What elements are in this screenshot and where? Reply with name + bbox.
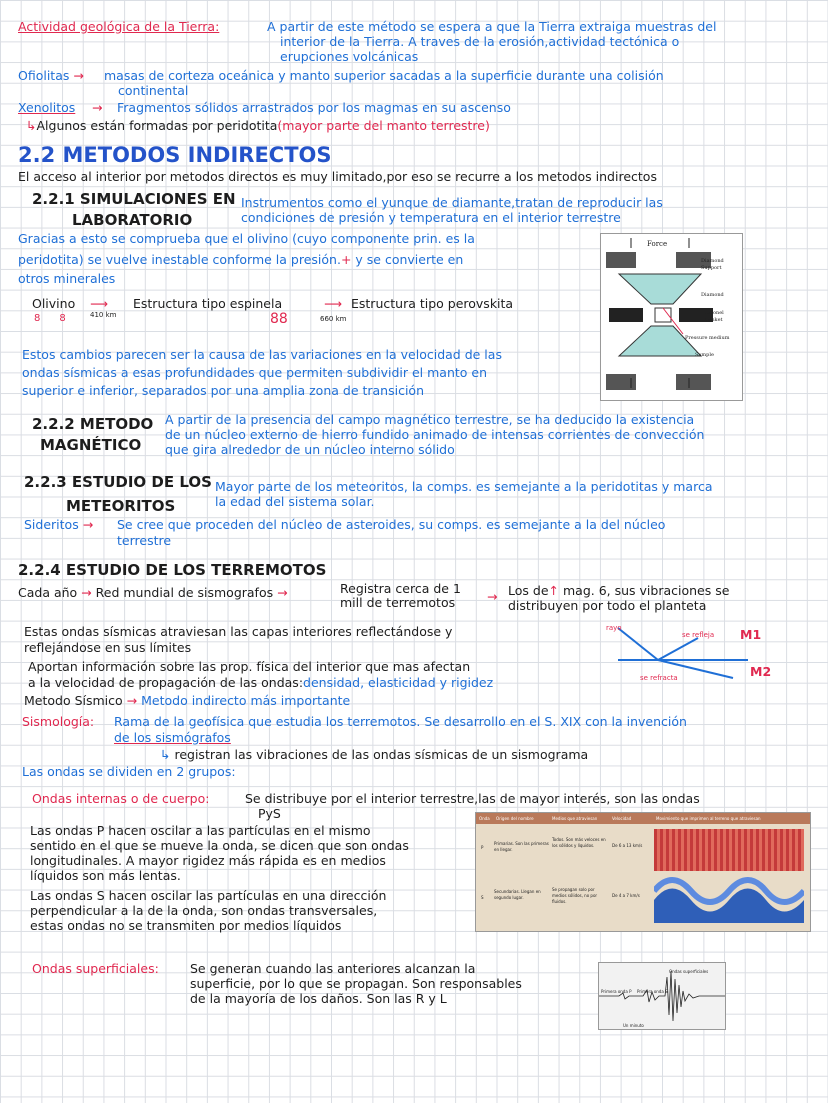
sismologia-text-1: Rama de la geofísica que estudia los terremotos. Se desarrollo en el S. XIX con la invención xyxy=(114,714,687,729)
aportan-text-1: Aportan información sobre las prop. física del interior que mas afectan xyxy=(28,659,471,674)
row-p-media: Todos. Son más veloces en los sólidos y líquidos. xyxy=(552,837,606,848)
superficiales-text-3: de la mayoría de los daños. Son las R y L xyxy=(190,991,447,1006)
diamond-label: Diamond xyxy=(701,292,724,298)
refleja-label: se refleja xyxy=(682,631,715,639)
waves-table-figure xyxy=(475,812,811,932)
cambios-text-2: ondas sísmicas a esas profundidades que permiten subdividir el manto en xyxy=(22,365,488,380)
espinela-label: Estructura tipo espinela xyxy=(133,296,283,311)
diamond-anvil-figure xyxy=(600,233,743,401)
gracias-text-3: otros minerales xyxy=(18,271,116,286)
s-wave-block xyxy=(654,877,804,923)
gracias-text-2: peridotita) se vuelve inestable conforme la presión.+ y se convierte en xyxy=(18,252,464,267)
sideritos-label: Sideritos → xyxy=(24,517,94,532)
ofiolitas-text-1: masas de corteza oceánica y manto superior sacadas a la superficie durante una colisión xyxy=(104,68,664,83)
registra-text-1: Registra cerca de 1 xyxy=(340,581,461,596)
arrow-right-icon: → xyxy=(487,589,498,604)
peridotita-line: ↳Algunos están formadas por peridotita(mayor parte del manto terrestre) xyxy=(26,118,490,133)
ofiolitas-text-2: continental xyxy=(118,83,189,98)
meteoritos-text-2: la edad del sistema solar. xyxy=(215,494,375,509)
internas-text-1: Se distribuye por el interior terrestre,las de mayor interés, son las ondas xyxy=(245,791,700,806)
return-arrow-icon: ↳ xyxy=(160,747,171,762)
actividad-label: Actividad geológica de la Tierra: xyxy=(18,19,220,34)
rayo-label: rayo xyxy=(606,624,622,632)
cambios-text-3: superior e inferior, separados por una amplia zona de transición xyxy=(22,383,425,398)
cambios-text-1: Estos cambios parecen ser la causa de las variaciones en la velocidad de las xyxy=(22,347,502,362)
olivino-label: Olivino xyxy=(32,296,76,311)
row-s-speed: De 4 a 7 km/s xyxy=(612,893,640,898)
p-text-4: líquidos son más lentas. xyxy=(30,868,181,883)
terremotos-title: 2.2.4 ESTUDIO DE LOS TERREMOTOS xyxy=(18,561,327,579)
magnetico-text-1: A partir de la presencia del campo magnético terrestre, se ha deducido la existencia xyxy=(165,412,695,427)
s-text-1: Las ondas S hacen oscilar las partículas en una dirección xyxy=(30,888,387,903)
refracta-label: se refracta xyxy=(640,674,678,682)
registra-text-2: mill de terremotos xyxy=(340,595,456,610)
sismologia-label: Sismología: xyxy=(22,714,95,729)
internas-text-2: PyS xyxy=(258,806,281,821)
superficiales-text-1: Se generan cuando las anteriores alcanzan la xyxy=(190,961,476,976)
m2-label: M2 xyxy=(750,664,772,679)
row-p-wave: P xyxy=(481,845,484,850)
return-arrow-icon: ↳ xyxy=(26,118,37,133)
grupos-text: Las ondas se dividen en 2 grupos: xyxy=(22,764,236,779)
seismo-sup-label: Ondas superficiales xyxy=(669,969,709,974)
section-title-metodos: 2.2 METODOS INDIRECTOS xyxy=(18,143,332,167)
magnetico-title-2: MAGNÉTICO xyxy=(40,436,142,454)
cada-ano-label: Cada año → Red mundial de sismografos → xyxy=(18,585,288,600)
meteoritos-title-2: METEORITOS xyxy=(66,497,176,515)
los-text-2: distribuyen por todo el planteta xyxy=(508,598,707,613)
row-s-wave: S xyxy=(481,895,484,900)
simulaciones-desc-1: Instrumentos como el yunque de diamante,tratan de reproducir las xyxy=(241,195,663,210)
s-text-2: perpendicular a la de la onda, son ondas transversales, xyxy=(30,903,378,918)
actividad-text-2: interior de la Tierra. A traves de la erosión,actividad tectónica o xyxy=(280,34,680,49)
row-s-media: Se propagan solo por medios sólidos, no por fluidos. xyxy=(552,887,598,904)
seismo-s-label: Primera onda S xyxy=(637,989,668,994)
p-text-1: Las ondas P hacen oscilar a las partículas en el mismo xyxy=(30,823,371,838)
aportan-text-2: a la velocidad de propagación de las ondas:densidad, elasticidad y rigidez xyxy=(28,675,494,690)
simulaciones-title-2: LABORATORIO xyxy=(72,211,193,229)
p-text-2: sentido en el que se mueve la onda, se dicen que son ondas xyxy=(30,838,409,853)
metodo-sismico-line: Metodo Sísmico → Metodo indirecto más importante xyxy=(24,693,351,708)
m1-label: M1 xyxy=(740,627,762,642)
meteoritos-text-1: Mayor parte de los meteoritos, la comps. es semejante a la peridotitas y marca xyxy=(215,479,713,494)
pressure-label: Pressure medium xyxy=(685,335,730,341)
arrow-right-icon: → xyxy=(81,585,92,600)
km-410: 410 km xyxy=(90,311,117,319)
arrow-right-icon: ⟶ xyxy=(324,296,342,311)
arrow-right-icon: ⟶ xyxy=(90,296,108,311)
ofiolitas-label: Ofiolitas → xyxy=(18,68,84,83)
arrow-right-icon: → xyxy=(73,68,84,83)
superficiales-label: Ondas superficiales: xyxy=(32,961,159,976)
s-text-3: estas ondas no se transmiten por medios líquidos xyxy=(30,918,342,933)
p-wave-block xyxy=(654,829,804,871)
xenolitos-label: Xenolitos xyxy=(18,100,76,115)
sample-label: Sample xyxy=(695,352,714,358)
actividad-text-1: A partir de este método se espera a que la Tierra extraiga muestras del xyxy=(267,19,717,34)
los-text-1: Los de↑ mag. 6, sus vibraciones se xyxy=(508,583,730,598)
simulaciones-desc-2: condiciones de presión y temperatura en el interior terrestre xyxy=(241,210,621,225)
arrow-right-icon: → xyxy=(82,517,94,532)
arrow-right-icon: → xyxy=(92,100,103,115)
xenolitos-text: Fragmentos sólidos arrastrados por los magmas en su ascenso xyxy=(117,100,511,115)
actividad-text-3: erupciones volcánicas xyxy=(280,49,419,64)
magnetico-title-1: 2.2.2 METODO xyxy=(32,415,154,433)
force-label: Force xyxy=(647,240,668,248)
seismo-time-label: Un minuto xyxy=(623,1023,644,1028)
p-text-3: longitudinales. A mayor rigidez más rápida es en medios xyxy=(30,853,386,868)
ondas-text-1: Estas ondas sísmicas atraviesan las capas interiores reflectándose y xyxy=(24,624,453,639)
magnetico-text-2: de un núcleo externo de hierro fundido animado de intensas corrientes de convección xyxy=(165,427,705,442)
seismo-p-label: Primera onda P xyxy=(601,989,632,994)
row-s-origin: Secundarias. Llegan en segundo lugar. xyxy=(494,889,541,900)
perovskita-label: Estructura tipo perovskita xyxy=(351,296,514,311)
molecule-icon: 8 8 xyxy=(34,313,66,324)
arrow-right-icon: → xyxy=(126,693,138,708)
arrow-up-icon: ↑ xyxy=(548,583,559,598)
seismogram-figure xyxy=(598,962,726,1030)
arrow-right-icon: → xyxy=(277,585,288,600)
metodos-intro: El acceso al interior por metodos directos es muy limitado,por eso se recurre a los metodos indirectos xyxy=(18,169,657,184)
meteoritos-title-1: 2.2.3 ESTUDIO DE LOS xyxy=(24,473,212,491)
row-p-speed: De 6 a 13 km/s xyxy=(612,843,643,848)
registran-text: ↳ registran las vibraciones de las ondas sísmicas de un sismograma xyxy=(160,747,589,762)
superficiales-text-2: superficie, por lo que se propagan. Son responsables xyxy=(190,976,522,991)
row-p-origin: Primarias. Son las primeras en llegar. xyxy=(494,841,549,852)
molecule-icon: 88 xyxy=(270,311,288,327)
diamond-support-label: Diamond Support xyxy=(701,258,724,271)
sideritos-text-2: terrestre xyxy=(117,533,172,548)
sismologia-text-2: de los sismógrafos xyxy=(114,730,231,745)
table-header: Onda Origen del nombre Medios que atraviesan Velocidad Movimiento que imprimen al terreno que atraviesan xyxy=(476,813,810,824)
sideritos-text-1: Se cree que proceden del núcleo de asteroides, su comps. es semejante a la del núcleo xyxy=(117,517,666,532)
km-660: 660 km xyxy=(320,315,347,323)
magnetico-text-3: que gira alrededor de un núcleo interno sólido xyxy=(165,442,455,457)
gracias-text-1: Gracias a esto se comprueba que el olivino (cuyo componente prin. es la xyxy=(18,231,475,246)
ondas-text-2: reflejándose en sus límites xyxy=(24,640,192,655)
internas-label: Ondas internas o de cuerpo: xyxy=(32,791,210,806)
inconel-label: Inconel Gasket xyxy=(705,310,724,323)
simulaciones-title-1: 2.2.1 SIMULACIONES EN xyxy=(32,190,236,208)
